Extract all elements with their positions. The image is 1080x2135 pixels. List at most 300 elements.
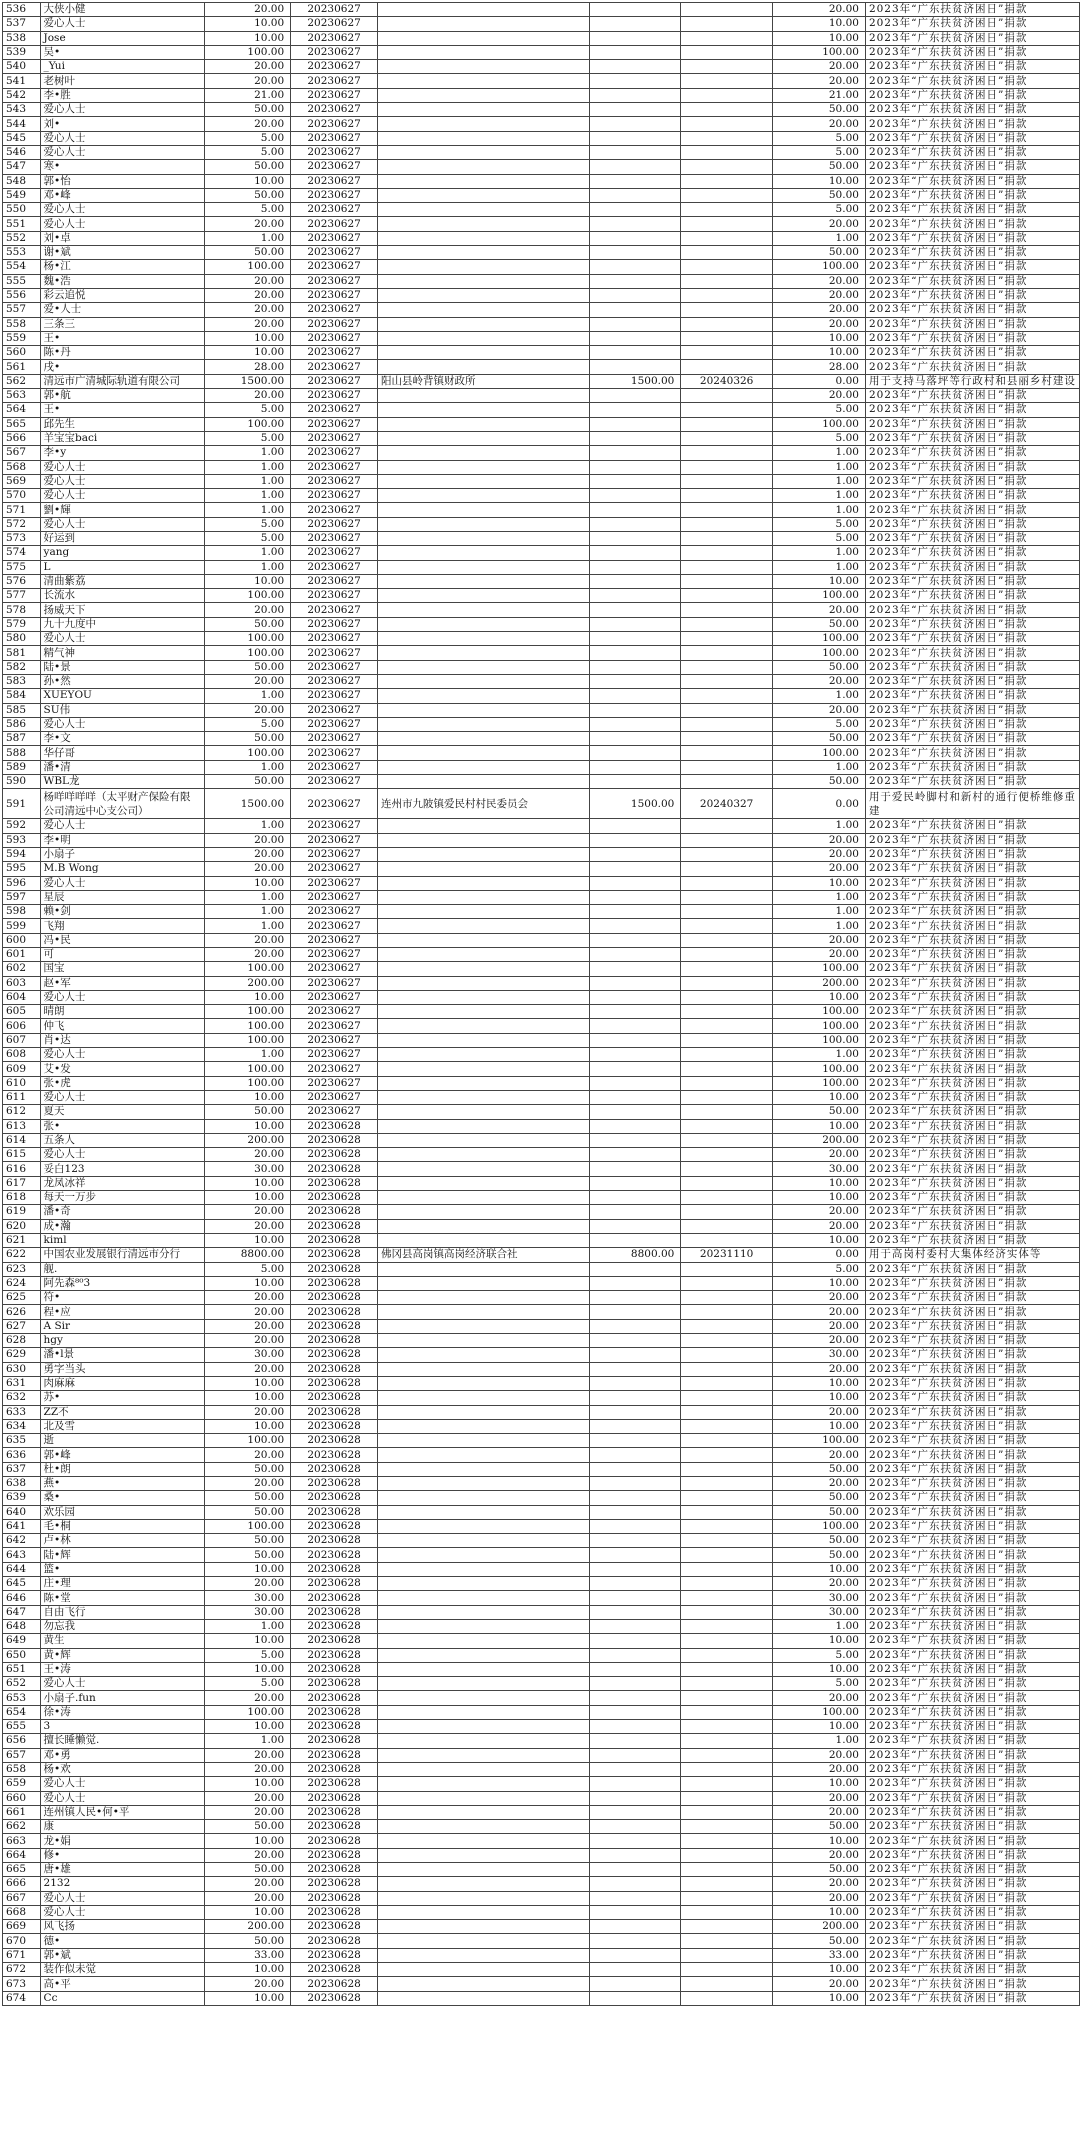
- row-index: 665: [3, 1863, 41, 1877]
- allocation-date: [681, 203, 773, 217]
- row-index: 634: [3, 1419, 41, 1433]
- allocated-amount: [590, 274, 681, 288]
- balance-amount: 1.00: [772, 474, 865, 488]
- donation-amount: 50.00: [204, 188, 291, 202]
- donation-date: 20230627: [291, 303, 378, 317]
- donation-amount: 8800.00: [204, 1248, 291, 1262]
- purpose-text: 2023年“广东扶贫济困日”捐款: [865, 919, 1079, 933]
- purpose-text: 2023年“广东扶贫济困日”捐款: [865, 17, 1079, 31]
- donor-name: 爱心人士: [40, 1090, 204, 1104]
- allocated-amount: [590, 890, 681, 904]
- donation-amount: 200.00: [204, 1920, 291, 1934]
- table-row: [3, 717, 1080, 731]
- allocated-amount: [590, 74, 681, 88]
- balance-amount: 21.00: [772, 88, 865, 102]
- donation-date: 20230628: [291, 1191, 378, 1205]
- purpose-text: 2023年“广东扶贫济困日”捐款: [865, 1491, 1079, 1505]
- donor-name: 爱心人士: [40, 876, 204, 890]
- allocation-date: [681, 1748, 773, 1762]
- allocation-date: [681, 1348, 773, 1362]
- donation-amount: 20.00: [204, 1877, 291, 1891]
- row-index: 615: [3, 1148, 41, 1162]
- balance-amount: 20.00: [772, 1762, 865, 1776]
- table-row: [3, 1162, 1080, 1176]
- balance-amount: 1.00: [772, 503, 865, 517]
- recipient-unit: [378, 862, 590, 876]
- purpose-text: 2023年“广东扶贫济困日”捐款: [865, 847, 1079, 861]
- table-row: [3, 231, 1080, 245]
- allocation-date: [681, 674, 773, 688]
- donation-amount: 20.00: [204, 288, 291, 302]
- row-index: 642: [3, 1534, 41, 1548]
- row-index: 573: [3, 531, 41, 545]
- recipient-unit: [378, 103, 590, 117]
- donation-date: 20230627: [291, 760, 378, 774]
- allocated-amount: [590, 1319, 681, 1333]
- table-row: [3, 1376, 1080, 1390]
- purpose-text: 2023年“广东扶贫济困日”捐款: [865, 1705, 1079, 1719]
- allocation-date: [681, 890, 773, 904]
- table-row: [3, 31, 1080, 45]
- table-row: [3, 389, 1080, 403]
- balance-amount: 20.00: [772, 60, 865, 74]
- allocation-date: [681, 1648, 773, 1662]
- donation-date: 20230627: [291, 31, 378, 45]
- donor-name: 爱心人士: [40, 1677, 204, 1691]
- donation-date: 20230628: [291, 1319, 378, 1333]
- donor-name: 飞翔: [40, 919, 204, 933]
- recipient-unit: [378, 74, 590, 88]
- purpose-text: 2023年“广东扶贫济困日”捐款: [865, 1548, 1079, 1562]
- balance-amount: 20.00: [772, 389, 865, 403]
- allocated-amount: [590, 246, 681, 260]
- donor-name: 戌•: [40, 360, 204, 374]
- allocation-date: [681, 990, 773, 1004]
- allocated-amount: [590, 1877, 681, 1891]
- purpose-text: 2023年“广东扶贫济困日”捐款: [865, 1276, 1079, 1290]
- row-index: 554: [3, 260, 41, 274]
- allocation-date: [681, 1920, 773, 1934]
- donation-amount: 20.00: [204, 60, 291, 74]
- allocated-amount: [590, 1920, 681, 1934]
- donor-name: 爱心人士: [40, 819, 204, 833]
- donation-date: 20230627: [291, 17, 378, 31]
- recipient-unit: [378, 660, 590, 674]
- purpose-text: 2023年“广东扶贫济困日”捐款: [865, 1205, 1079, 1219]
- allocation-date: [681, 1434, 773, 1448]
- donation-date: 20230627: [291, 775, 378, 789]
- row-index: 666: [3, 1877, 41, 1891]
- allocation-date: [681, 217, 773, 231]
- table-row: [3, 474, 1080, 488]
- row-index: 583: [3, 674, 41, 688]
- purpose-text: 2023年“广东扶贫济困日”捐款: [865, 1805, 1079, 1819]
- donor-name: 仲飞: [40, 1019, 204, 1033]
- row-index: 540: [3, 60, 41, 74]
- donation-date: 20230628: [291, 1534, 378, 1548]
- row-index: 550: [3, 203, 41, 217]
- donor-name: kiml: [40, 1233, 204, 1247]
- row-index: 640: [3, 1505, 41, 1519]
- allocated-amount: [590, 103, 681, 117]
- donor-name: 潘•清: [40, 760, 204, 774]
- donor-name: 肉麻麻: [40, 1376, 204, 1390]
- recipient-unit: [378, 274, 590, 288]
- recipient-unit: [378, 503, 590, 517]
- row-index: 645: [3, 1577, 41, 1591]
- allocation-date: [681, 1891, 773, 1905]
- row-index: 637: [3, 1462, 41, 1476]
- donation-amount: 10.00: [204, 1119, 291, 1133]
- donation-amount: 1.00: [204, 546, 291, 560]
- recipient-unit: [378, 288, 590, 302]
- recipient-unit: [378, 188, 590, 202]
- allocated-amount: [590, 1162, 681, 1176]
- allocation-date: [681, 1219, 773, 1233]
- row-index: 596: [3, 876, 41, 890]
- donation-amount: 1.00: [204, 503, 291, 517]
- table-row: [3, 689, 1080, 703]
- table-row: [3, 1191, 1080, 1205]
- balance-amount: 10.00: [772, 1419, 865, 1433]
- donation-amount: 5.00: [204, 717, 291, 731]
- donation-amount: 50.00: [204, 1462, 291, 1476]
- donor-name: 爱心人士: [40, 489, 204, 503]
- donation-date: 20230628: [291, 1591, 378, 1605]
- allocation-date: [681, 145, 773, 159]
- donation-date: 20230627: [291, 474, 378, 488]
- table-row: [3, 1677, 1080, 1691]
- allocated-amount: [590, 1662, 681, 1676]
- donor-name: 长流水: [40, 589, 204, 603]
- balance-amount: 5.00: [772, 1262, 865, 1276]
- balance-amount: 5.00: [772, 1648, 865, 1662]
- row-index: 566: [3, 431, 41, 445]
- allocation-date: 20231110: [681, 1248, 773, 1262]
- donor-name: 妥白123: [40, 1162, 204, 1176]
- table-row: [3, 145, 1080, 159]
- donation-amount: 10.00: [204, 990, 291, 1004]
- donor-name: Cc: [40, 1991, 204, 2005]
- donor-name: 杨•江: [40, 260, 204, 274]
- donation-date: 20230628: [291, 1505, 378, 1519]
- allocated-amount: [590, 1276, 681, 1290]
- allocated-amount: [590, 1090, 681, 1104]
- row-index: 625: [3, 1291, 41, 1305]
- table-row: [3, 890, 1080, 904]
- balance-amount: 10.00: [772, 1834, 865, 1848]
- allocation-date: [681, 503, 773, 517]
- row-index: 669: [3, 1920, 41, 1934]
- purpose-text: 2023年“广东扶贫济困日”捐款: [865, 1405, 1079, 1419]
- allocated-amount: [590, 1748, 681, 1762]
- purpose-text: 2023年“广东扶贫济困日”捐款: [865, 74, 1079, 88]
- row-index: 569: [3, 474, 41, 488]
- donation-date: 20230627: [291, 990, 378, 1004]
- recipient-unit: [378, 1405, 590, 1419]
- allocation-date: [681, 646, 773, 660]
- recipient-unit: [378, 1934, 590, 1948]
- purpose-text: 2023年“广东扶贫济困日”捐款: [865, 503, 1079, 517]
- donation-date: 20230628: [291, 1948, 378, 1962]
- allocation-date: [681, 1619, 773, 1633]
- row-index: 593: [3, 833, 41, 847]
- purpose-text: 2023年“广东扶贫济困日”捐款: [865, 962, 1079, 976]
- donation-amount: 10.00: [204, 1562, 291, 1576]
- balance-amount: 100.00: [772, 45, 865, 59]
- allocated-amount: [590, 188, 681, 202]
- purpose-text: 2023年“广东扶贫济困日”捐款: [865, 1033, 1079, 1047]
- donor-name: 唐•雄: [40, 1863, 204, 1877]
- allocation-date: [681, 517, 773, 531]
- purpose-text: 2023年“广东扶贫济困日”捐款: [865, 948, 1079, 962]
- donor-name: 王•: [40, 403, 204, 417]
- donation-date: 20230627: [291, 74, 378, 88]
- allocated-amount: [590, 603, 681, 617]
- purpose-text: 2023年“广东扶贫济困日”捐款: [865, 174, 1079, 188]
- recipient-unit: [378, 1534, 590, 1548]
- donor-name: 李•胜: [40, 88, 204, 102]
- table-row: [3, 1877, 1080, 1891]
- recipient-unit: [378, 1191, 590, 1205]
- table-row: [3, 1248, 1080, 1262]
- allocated-amount: [590, 231, 681, 245]
- row-index: 539: [3, 45, 41, 59]
- balance-amount: 50.00: [772, 188, 865, 202]
- recipient-unit: [378, 1162, 590, 1176]
- donation-amount: 50.00: [204, 732, 291, 746]
- row-index: 581: [3, 646, 41, 660]
- table-row: [3, 646, 1080, 660]
- donation-amount: 10.00: [204, 876, 291, 890]
- allocation-date: [681, 1877, 773, 1891]
- purpose-text: 2023年“广东扶贫济困日”捐款: [865, 1863, 1079, 1877]
- donor-name: 刘•卓: [40, 231, 204, 245]
- allocation-date: [681, 60, 773, 74]
- allocated-amount: [590, 1991, 681, 2005]
- donor-name: 邱先生: [40, 417, 204, 431]
- row-index: 656: [3, 1734, 41, 1748]
- allocation-date: [681, 1162, 773, 1176]
- donation-date: 20230627: [291, 489, 378, 503]
- donation-amount: 10.00: [204, 1376, 291, 1390]
- table-row: [3, 160, 1080, 174]
- table-row: [3, 1905, 1080, 1919]
- balance-amount: 10.00: [772, 1905, 865, 1919]
- purpose-text: 2023年“广东扶贫济困日”捐款: [865, 446, 1079, 460]
- balance-amount: 1.00: [772, 890, 865, 904]
- row-index: 621: [3, 1233, 41, 1247]
- allocated-amount: [590, 1019, 681, 1033]
- purpose-text: 2023年“广东扶贫济困日”捐款: [865, 1791, 1079, 1805]
- donation-date: 20230627: [291, 732, 378, 746]
- donation-amount: 100.00: [204, 1705, 291, 1719]
- row-index: 663: [3, 1834, 41, 1848]
- allocated-amount: [590, 1305, 681, 1319]
- balance-amount: 50.00: [772, 1863, 865, 1877]
- donation-amount: 1.00: [204, 1734, 291, 1748]
- donation-amount: 10.00: [204, 1662, 291, 1676]
- donor-name: 清远市广清城际轨道有限公司: [40, 374, 204, 388]
- donation-date: 20230628: [291, 1848, 378, 1862]
- donor-name: 苏•: [40, 1391, 204, 1405]
- allocated-amount: 1500.00: [590, 789, 681, 819]
- donor-name: yang: [40, 546, 204, 560]
- donation-amount: 50.00: [204, 775, 291, 789]
- donation-date: 20230628: [291, 1963, 378, 1977]
- balance-amount: 50.00: [772, 1491, 865, 1505]
- donor-name: 爱心人士: [40, 717, 204, 731]
- donation-amount: 1.00: [204, 905, 291, 919]
- donation-date: 20230627: [291, 360, 378, 374]
- row-index: 548: [3, 174, 41, 188]
- allocated-amount: [590, 862, 681, 876]
- balance-amount: 10.00: [772, 1634, 865, 1648]
- recipient-unit: [378, 1691, 590, 1705]
- purpose-text: 2023年“广东扶贫济困日”捐款: [865, 1834, 1079, 1848]
- balance-amount: 100.00: [772, 746, 865, 760]
- recipient-unit: [378, 389, 590, 403]
- table-row: [3, 1605, 1080, 1619]
- table-row: [3, 174, 1080, 188]
- row-index: 598: [3, 905, 41, 919]
- purpose-text: 2023年“广东扶贫济困日”捐款: [865, 1291, 1079, 1305]
- balance-amount: 20.00: [772, 1791, 865, 1805]
- purpose-text: 2023年“广东扶贫济困日”捐款: [865, 1720, 1079, 1734]
- row-index: 568: [3, 460, 41, 474]
- row-index: 546: [3, 145, 41, 159]
- row-index: 622: [3, 1248, 41, 1262]
- recipient-unit: [378, 646, 590, 660]
- allocated-amount: [590, 833, 681, 847]
- recipient-unit: [378, 1519, 590, 1533]
- allocation-date: [681, 1605, 773, 1619]
- allocated-amount: [590, 646, 681, 660]
- donor-name: 修•: [40, 1848, 204, 1862]
- allocated-amount: [590, 1219, 681, 1233]
- donor-name: 勇字当头: [40, 1362, 204, 1376]
- table-row: [3, 45, 1080, 59]
- donation-date: 20230628: [291, 1376, 378, 1390]
- allocation-date: [681, 1848, 773, 1862]
- recipient-unit: [378, 331, 590, 345]
- row-index: 553: [3, 246, 41, 260]
- donation-amount: 33.00: [204, 1948, 291, 1962]
- donor-name: 爱心人士: [40, 990, 204, 1004]
- donation-amount: 20.00: [204, 833, 291, 847]
- donation-date: 20230628: [291, 1176, 378, 1190]
- allocated-amount: [590, 1291, 681, 1305]
- table-row: [3, 1348, 1080, 1362]
- recipient-unit: [378, 990, 590, 1004]
- table-row: [3, 1991, 1080, 2005]
- balance-amount: 20.00: [772, 703, 865, 717]
- recipient-unit: [378, 1005, 590, 1019]
- donor-name: 赖•剑: [40, 905, 204, 919]
- recipient-unit: [378, 732, 590, 746]
- donation-date: 20230627: [291, 517, 378, 531]
- donation-date: 20230628: [291, 1705, 378, 1719]
- table-row: [3, 948, 1080, 962]
- purpose-text: 2023年“广东扶贫济困日”捐款: [865, 560, 1079, 574]
- row-index: 589: [3, 760, 41, 774]
- balance-amount: 20.00: [772, 317, 865, 331]
- allocation-date: [681, 1133, 773, 1147]
- table-row: [3, 1305, 1080, 1319]
- allocation-date: [681, 1762, 773, 1776]
- allocation-date: [681, 1205, 773, 1219]
- donation-amount: 20.00: [204, 317, 291, 331]
- recipient-unit: [378, 819, 590, 833]
- allocated-amount: [590, 460, 681, 474]
- purpose-text: 2023年“广东扶贫济困日”捐款: [865, 1891, 1079, 1905]
- allocated-amount: [590, 288, 681, 302]
- allocation-date: [681, 1419, 773, 1433]
- table-row: [3, 1048, 1080, 1062]
- table-row: [3, 1319, 1080, 1333]
- purpose-text: 2023年“广东扶贫济困日”捐款: [865, 660, 1079, 674]
- allocation-date: [681, 1834, 773, 1848]
- donor-name: 龙•娟: [40, 1834, 204, 1848]
- row-index: 599: [3, 919, 41, 933]
- purpose-text: 2023年“广东扶贫济困日”捐款: [865, 1905, 1079, 1919]
- allocation-date: [681, 1562, 773, 1576]
- balance-amount: 20.00: [772, 1748, 865, 1762]
- row-index: 562: [3, 374, 41, 388]
- donation-date: 20230627: [291, 746, 378, 760]
- purpose-text: 2023年“广东扶贫济困日”捐款: [865, 160, 1079, 174]
- row-index: 644: [3, 1562, 41, 1576]
- allocation-date: [681, 1863, 773, 1877]
- donation-amount: 1.00: [204, 689, 291, 703]
- balance-amount: 20.00: [772, 1977, 865, 1991]
- row-index: 610: [3, 1076, 41, 1090]
- recipient-unit: [378, 431, 590, 445]
- recipient-unit: [378, 117, 590, 131]
- allocated-amount: [590, 1562, 681, 1576]
- donor-name: 李•明: [40, 833, 204, 847]
- donation-amount: 1.00: [204, 919, 291, 933]
- donor-name: 风飞扬: [40, 1920, 204, 1934]
- donation-amount: 5.00: [204, 1262, 291, 1276]
- allocation-date: [681, 74, 773, 88]
- allocation-date: [681, 1090, 773, 1104]
- donor-name: _Yui: [40, 60, 204, 74]
- row-index: 574: [3, 546, 41, 560]
- recipient-unit: [378, 517, 590, 531]
- allocation-date: [681, 246, 773, 260]
- donation-date: 20230627: [291, 288, 378, 302]
- allocation-date: [681, 1391, 773, 1405]
- table-row: [3, 760, 1080, 774]
- allocation-date: [681, 1105, 773, 1119]
- table-row: [3, 1562, 1080, 1576]
- recipient-unit: [378, 160, 590, 174]
- donation-amount: 1500.00: [204, 374, 291, 388]
- donation-amount: 10.00: [204, 31, 291, 45]
- recipient-unit: [378, 31, 590, 45]
- balance-amount: 10.00: [772, 1662, 865, 1676]
- allocated-amount: [590, 775, 681, 789]
- donation-date: 20230627: [291, 847, 378, 861]
- allocated-amount: [590, 1033, 681, 1047]
- table-row: [3, 1863, 1080, 1877]
- recipient-unit: [378, 1648, 590, 1662]
- table-row: [3, 746, 1080, 760]
- row-index: 586: [3, 717, 41, 731]
- row-index: 607: [3, 1033, 41, 1047]
- balance-amount: 10.00: [772, 1276, 865, 1290]
